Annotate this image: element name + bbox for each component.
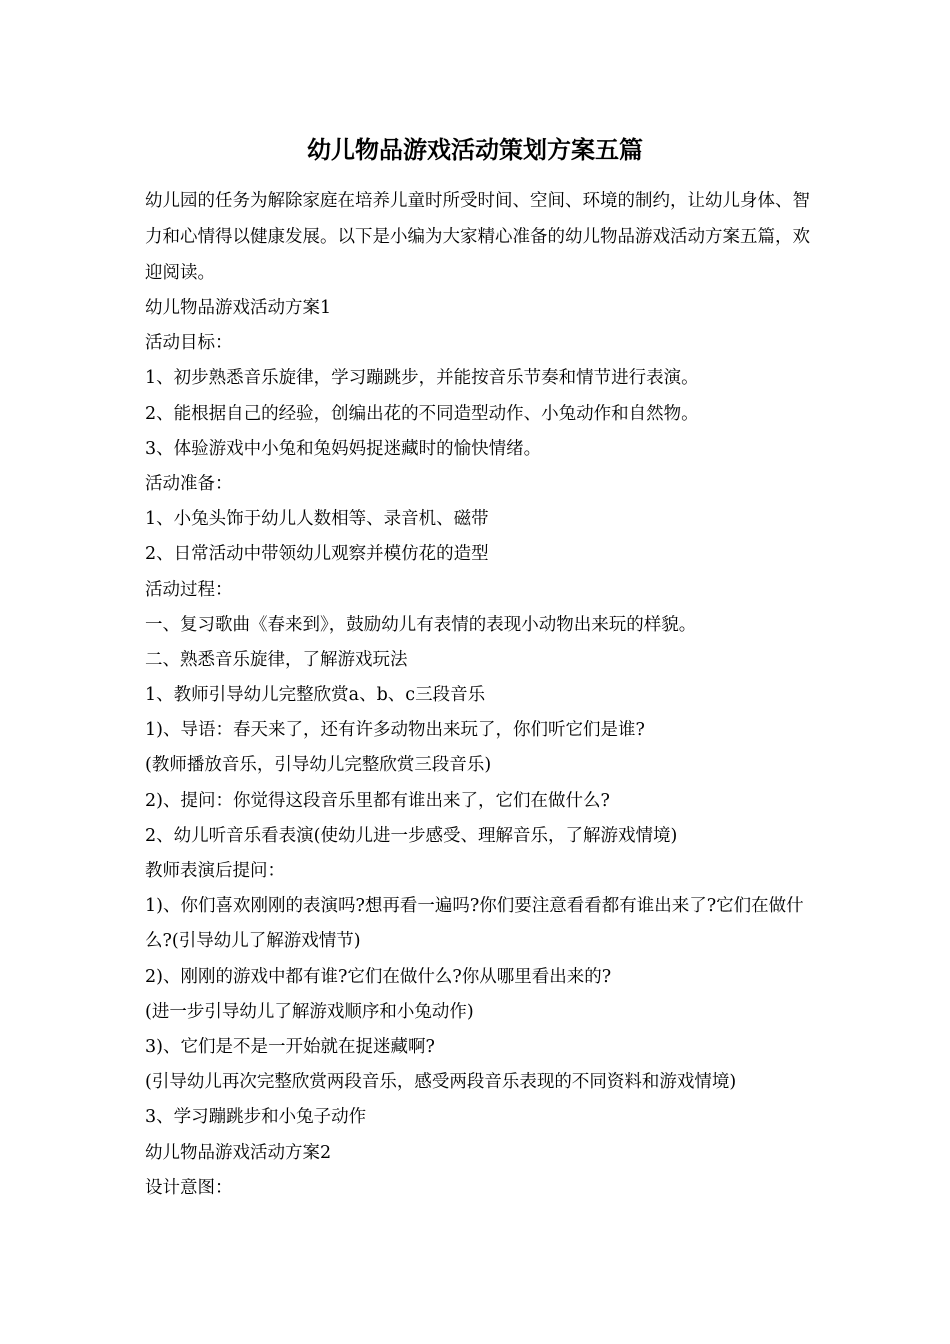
text-line: 一、复习歌曲《春来到》，鼓励幼儿有表情的表现小动物出来玩的样貌。 bbox=[145, 614, 697, 635]
document-title: 幼儿物品游戏活动策划方案五篇 bbox=[307, 135, 643, 164]
text-line: 2、日常活动中带领幼儿观察并模仿花的造型 bbox=[145, 544, 489, 565]
text-line: 3、学习蹦跳步和小兔子动作 bbox=[145, 1107, 367, 1128]
text-line: 3)、它们是不是一开始就在捉迷藏啊? bbox=[145, 1036, 435, 1057]
text-line: 2、幼儿听音乐看表演(使幼儿进一步感受、理解音乐，了解游戏情境) bbox=[145, 825, 678, 846]
document-body bbox=[145, 291, 815, 1206]
subheading: 设计意图： bbox=[145, 1177, 233, 1198]
text-line: (进一步引导幼儿了解游戏顺序和小兔动作) bbox=[145, 1001, 474, 1022]
section-heading: 幼儿物品游戏活动方案2 bbox=[145, 1142, 332, 1163]
text-line: 2)、提问：你觉得这段音乐里都有谁出来了，它们在做什么? bbox=[145, 790, 610, 811]
subheading: 活动过程： bbox=[145, 579, 233, 600]
text-line: 3、体验游戏中小兔和兔妈妈捉迷藏时的愉快情绪。 bbox=[145, 438, 542, 459]
text-line: 二、熟悉音乐旋律，了解游戏玩法 bbox=[145, 649, 408, 670]
text-line: 2、能根据自己的经验，创编出花的不同造型动作、小兔动作和自然物。 bbox=[145, 403, 699, 424]
text-line: (引导幼儿再次完整欣赏两段音乐，感受两段音乐表现的不同资料和游戏情境) bbox=[145, 1072, 737, 1093]
text-line: 教师表演后提问： bbox=[145, 861, 285, 881]
intro-paragraph: 幼儿园的任务为解除家庭在培养儿童时所受时间、空间、环境的制约，让幼儿身体、智力和心情得以健康发展。以下是小编为大家精心准备的幼儿物品游戏活动方案五篇，欢迎阅读。 bbox=[145, 191, 810, 283]
subheading: 活动目标： bbox=[145, 333, 233, 354]
section-heading: 幼儿物品游戏活动方案1 bbox=[145, 298, 332, 318]
subheading: 活动准备： bbox=[145, 473, 233, 494]
text-line: 2)、刚刚的游戏中都有谁?它们在做什么?你从哪里看出来的? bbox=[145, 966, 612, 987]
text-line: 1、小兔头饰于幼儿人数相等、录音机、磁带 bbox=[145, 509, 489, 530]
text-line: 1、初步熟悉音乐旋律，学习蹦跳步，并能按音乐节奏和情节进行表演。 bbox=[145, 368, 699, 389]
text-line: 1)、你们喜欢刚刚的表演吗?想再看一遍吗?你们要注意看看都有谁出来了?它们在做什么?(引导幼儿了解游戏情节) bbox=[145, 896, 804, 952]
text-line: 1)、导语：春天来了，还有许多动物出来玩了，你们听它们是谁? bbox=[145, 720, 645, 741]
text-line: 1、教师引导幼儿完整欣赏a、b、c三段音乐 bbox=[145, 685, 486, 706]
text-line: (教师播放音乐，引导幼儿完整欣赏三段音乐) bbox=[145, 755, 492, 776]
